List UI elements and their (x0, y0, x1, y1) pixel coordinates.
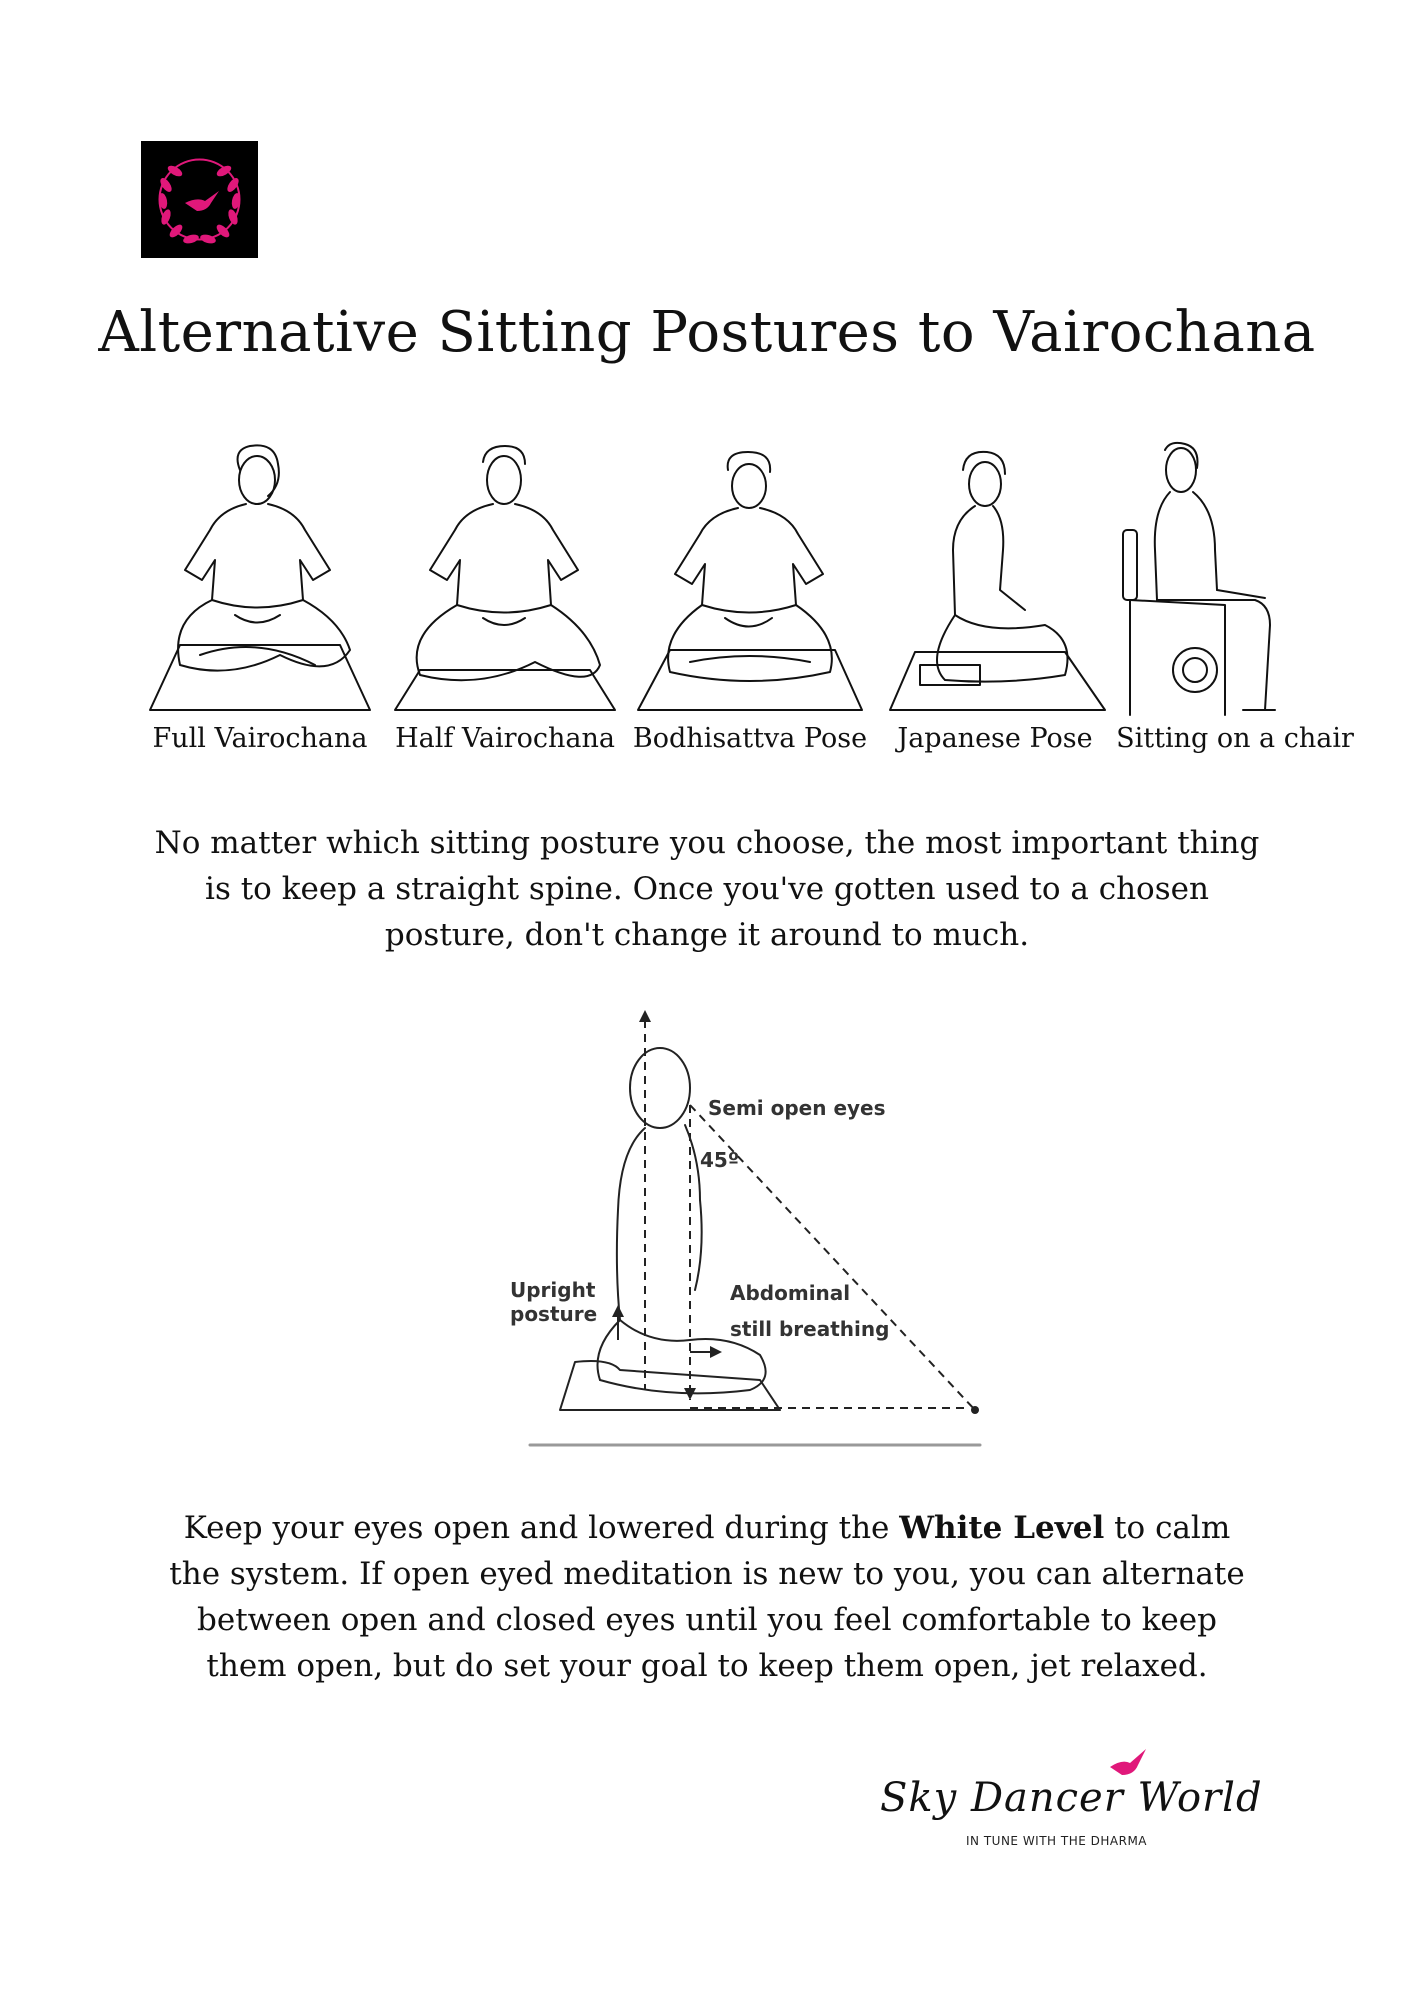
page-title: Alternative Sitting Postures to Vairochana (98, 300, 1316, 365)
intro-paragraph (150, 820, 1264, 958)
upright-line-1: Upright (510, 1278, 596, 1302)
meditation-posture-diagram (500, 1000, 1010, 1460)
posture-caption: Full Vairochana (152, 723, 368, 754)
brand-name: Sky Dancer World (880, 1775, 1263, 1821)
label-45-degrees: 45º (700, 1148, 740, 1172)
posture-caption: Bodhisattva Pose (632, 723, 868, 754)
intro-line-1: No matter which sitting posture you choose, the most important thing (154, 825, 1260, 861)
closing-line-4: them open, but do set your goal to keep them open, jet relaxed. (206, 1648, 1208, 1684)
posture-full-vairochana (140, 440, 380, 760)
closing-paragraph (150, 1505, 1264, 1689)
japanese-pose-illustration (875, 440, 1115, 720)
closing-line-1: Keep your eyes open and lowered during the White Level to calm (183, 1510, 1231, 1546)
posture-chair (1115, 440, 1355, 760)
abdominal-line-1: Abdominal (730, 1281, 851, 1305)
label-semi-open-eyes: Semi open eyes (708, 1096, 886, 1120)
label-abdominal-breathing (730, 1275, 889, 1347)
posture-half-vairochana (385, 440, 625, 760)
posture-diagram-illustration (500, 1000, 1010, 1460)
posture-gallery (140, 440, 1354, 760)
intro-line-2: is to keep a straight spine. Once you've gotten used to a chosen (205, 871, 1209, 907)
posture-bodhisattva (630, 440, 870, 760)
upright-line-2: posture (510, 1302, 598, 1326)
white-level-emphasis: White Level (899, 1510, 1105, 1546)
posture-japanese (875, 440, 1115, 760)
closing-line-3: between open and closed eyes until you feel comfortable to keep (197, 1602, 1217, 1638)
full-vairochana-illustration (140, 440, 380, 720)
laurel-bird-icon (141, 141, 258, 258)
posture-caption: Half Vairochana (395, 723, 615, 754)
bodhisattva-illustration (630, 440, 870, 720)
intro-line-3: posture, don't change it around to much. (384, 917, 1030, 953)
posture-caption: Sitting on a chair (1116, 723, 1354, 754)
posture-caption: Japanese Pose (897, 723, 1093, 754)
half-vairochana-illustration (385, 440, 625, 720)
brand-logo-badge (141, 141, 258, 258)
closing-line-2: the system. If open eyed meditation is new to you, you can alternate (169, 1556, 1245, 1592)
abdominal-line-2: still breathing (730, 1317, 890, 1341)
label-upright-posture (510, 1278, 597, 1326)
chair-sitting-illustration (1115, 440, 1355, 720)
brand-signature (860, 1745, 1280, 1865)
brand-tagline: IN TUNE WITH THE DHARMA (966, 1834, 1148, 1848)
